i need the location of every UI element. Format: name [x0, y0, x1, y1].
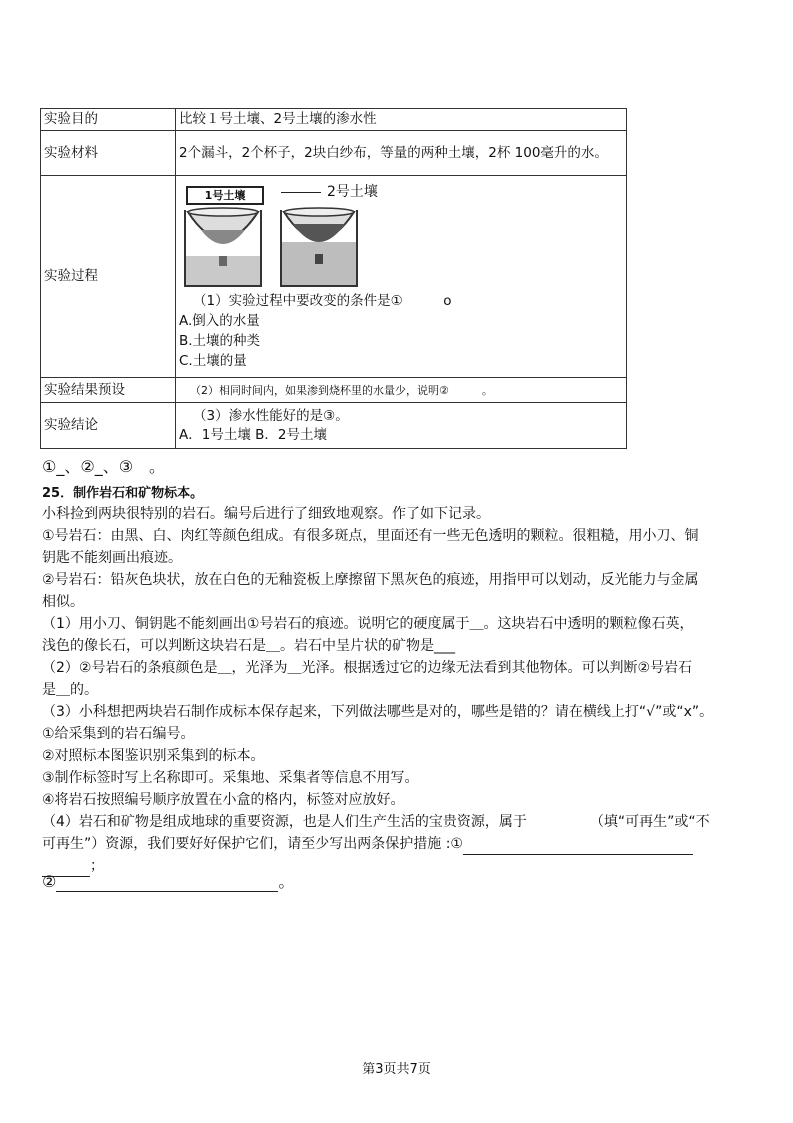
option-a: A.倒入的水量 — [179, 313, 260, 329]
rock2-desc-1: ②号岩石：铅灰色块状，放在白色的无釉瓷板上摩擦留下黑灰色的痕迹，用指甲可以划动，反光能力与金属 — [42, 572, 699, 588]
q25-title: 25．制作岩石和矿物标本。 — [42, 486, 204, 501]
part3-question: （3）小科想把两块岩石制作成标本保存起来，下列做法哪些是对的，哪些是错的？请在横线上打“√”或“x”。 — [42, 704, 714, 720]
beaker-illustration — [179, 182, 623, 288]
part1-line-2: 浅色的像长石，可以判断这块岩石是＿。岩石中呈片状的矿物是___ — [42, 638, 455, 654]
rock2-desc-2: 相似。 — [42, 594, 84, 610]
row-content-process — [176, 176, 627, 378]
row-label-process: 实验过程 — [41, 176, 176, 378]
beaker-1-icon — [183, 206, 263, 288]
row-content-conclusion — [176, 403, 627, 449]
row-label-purpose: 实验目的 — [41, 109, 176, 131]
row-content-prediction: （2）相同时间内，如果渗到烧杯里的水量少，说明② 。 — [176, 378, 627, 403]
part1-line-1: （1）用小刀、铜钥匙不能刻画出①号岩石的痕迹。说明它的硬度属于＿。这块岩石中透明的颗粒像石英， — [42, 616, 694, 632]
part3-item-3: ③制作标签时写上名称即可。采集地、采集者等信息不用写。 — [42, 770, 419, 786]
part2-line-2: 是＿的。 — [42, 682, 98, 698]
measure-1-blank: ； — [42, 856, 104, 877]
option-c: C.土壤的量 — [179, 353, 247, 369]
row-content-materials: 2个漏斗，2个杯子，2块白纱布，等量的两种土壤，2杯 100毫升的水。 — [176, 131, 627, 176]
conclusion-question: （3）渗水性能好的是③。 — [193, 407, 349, 424]
part3-item-4: ④将岩石按照编号顺序放置在小盒的格内，标签对应放好。 — [42, 792, 405, 808]
part3-item-2: ②对照标本图鉴识别采集到的标本。 — [42, 748, 265, 764]
row-label-conclusion: 实验结论 — [41, 403, 176, 449]
soil1-tag: 1号土壤 — [186, 186, 264, 205]
page-footer: 第3页共7页 — [362, 1062, 431, 1077]
option-b: B.土壤的种类 — [179, 333, 261, 349]
rock1-desc-1: ①号岩石：由黑、白、肉红等颜色组成。有很多斑点，里面还有一些无色透明的颗粒。很粗糙，用小刀、铜 — [42, 528, 699, 544]
row-content-purpose: 比较１号土壤、2号土壤的渗水性 — [176, 109, 627, 131]
row-label-prediction: 实验结果预设 — [41, 378, 176, 403]
conclusion-options: A．1号土壤 B．2号土壤 — [179, 426, 327, 443]
part3-item-1: ①给采集到的岩石编号。 — [42, 726, 195, 742]
row-label-materials: 实验材料 — [41, 131, 176, 176]
measure-2-blank: ② 。 — [42, 872, 295, 891]
part4-line-1: （4）岩石和矿物是组成地球的重要资源，也是人们生产生活的宝贵资源，属于 （填“可再生”或“不 — [42, 814, 710, 830]
q25-intro: 小科捡到两块很特别的岩石。编号后进行了细致地观察。作了如下记录。 — [42, 506, 490, 522]
answer-blanks: ①_、②_、③ 。 — [42, 457, 166, 476]
soil2-tag: 2号土壤 — [281, 183, 378, 202]
process-question: （1）实验过程中要改变的条件是① o — [193, 293, 452, 309]
part2-line-1: （2）②号岩石的条痕颜色是＿，光泽为＿光泽。根据透过它的边缘无法看到其他物体。可以判断②号岩石 — [42, 660, 693, 676]
rock1-desc-2: 钥匙不能刻画出痕迹。 — [42, 550, 182, 566]
beaker-2-icon — [279, 206, 359, 288]
experiment-table — [40, 108, 627, 449]
part4-line-2: 可再生”）资源，我们要好好保护它们，请至少写出两条保护措施 :① — [42, 834, 693, 855]
